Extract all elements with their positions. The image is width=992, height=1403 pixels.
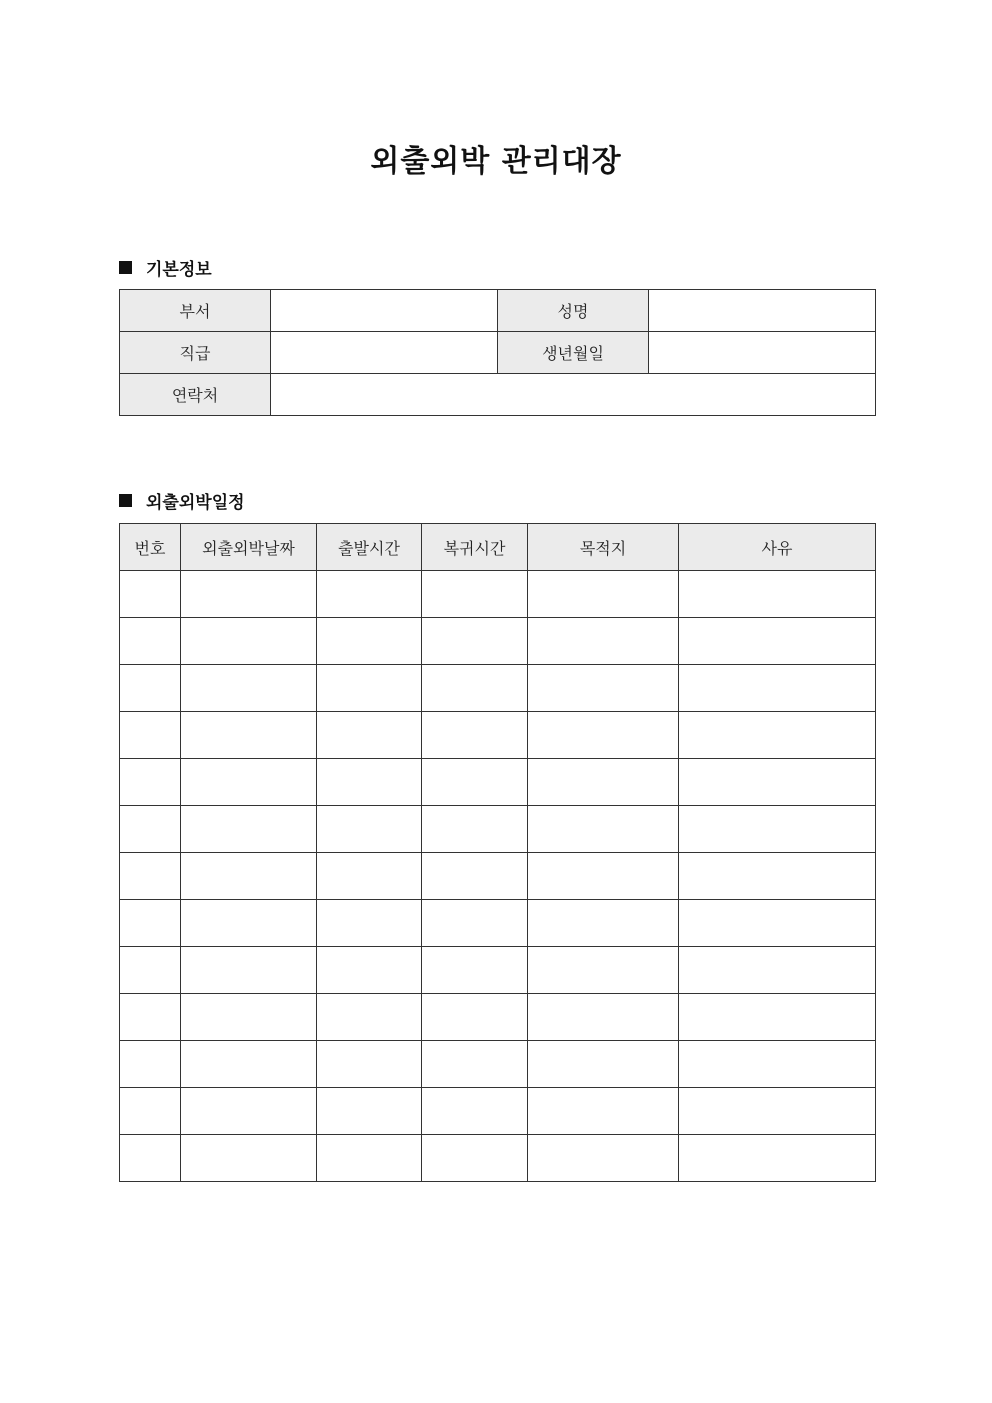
reason-cell[interactable]: [679, 994, 876, 1041]
column-header-number: 번호: [120, 524, 181, 571]
departure-time-cell[interactable]: [317, 618, 422, 665]
return-time-cell[interactable]: [422, 947, 528, 994]
table-row: [120, 712, 876, 759]
reason-cell[interactable]: [679, 1135, 876, 1182]
departure-time-cell[interactable]: [317, 1135, 422, 1182]
table-row: [120, 1088, 876, 1135]
department-field[interactable]: [271, 290, 498, 332]
return-time-cell[interactable]: [422, 1041, 528, 1088]
reason-cell[interactable]: [679, 665, 876, 712]
return-time-cell[interactable]: [422, 618, 528, 665]
destination-cell[interactable]: [528, 900, 679, 947]
section-heading-schedule: [119, 488, 245, 513]
return-time-cell[interactable]: [422, 571, 528, 618]
departure-time-cell[interactable]: [317, 900, 422, 947]
return-time-cell[interactable]: [422, 994, 528, 1041]
number-cell[interactable]: [120, 1088, 181, 1135]
table-row: [120, 332, 876, 374]
table-header-row: [120, 524, 876, 571]
reason-cell[interactable]: [679, 853, 876, 900]
departure-time-cell[interactable]: [317, 571, 422, 618]
return-time-cell[interactable]: [422, 853, 528, 900]
return-time-cell[interactable]: [422, 712, 528, 759]
table-row: [120, 374, 876, 416]
birthdate-field[interactable]: [649, 332, 876, 374]
departure-time-cell[interactable]: [317, 1088, 422, 1135]
reason-cell[interactable]: [679, 571, 876, 618]
destination-cell[interactable]: [528, 994, 679, 1041]
table-row: [120, 665, 876, 712]
schedule-table: [119, 523, 876, 1182]
number-cell[interactable]: [120, 1135, 181, 1182]
date-cell[interactable]: [181, 1135, 317, 1182]
contact-field[interactable]: [271, 374, 876, 416]
reason-cell[interactable]: [679, 712, 876, 759]
reason-cell[interactable]: [679, 1041, 876, 1088]
column-header-return-time: 복귀시간: [422, 524, 528, 571]
departure-time-cell[interactable]: [317, 1041, 422, 1088]
destination-cell[interactable]: [528, 806, 679, 853]
date-cell[interactable]: [181, 712, 317, 759]
number-cell[interactable]: [120, 994, 181, 1041]
date-cell[interactable]: [181, 665, 317, 712]
column-header-departure-time: 출발시간: [317, 524, 422, 571]
departure-time-cell[interactable]: [317, 947, 422, 994]
name-field[interactable]: [649, 290, 876, 332]
position-label: 직급: [120, 332, 271, 374]
departure-time-cell[interactable]: [317, 759, 422, 806]
departure-time-cell[interactable]: [317, 853, 422, 900]
table-row: [120, 806, 876, 853]
number-cell[interactable]: [120, 1041, 181, 1088]
destination-cell[interactable]: [528, 947, 679, 994]
date-cell[interactable]: [181, 947, 317, 994]
return-time-cell[interactable]: [422, 1135, 528, 1182]
destination-cell[interactable]: [528, 1088, 679, 1135]
square-bullet-icon: [119, 261, 132, 274]
table-row: [120, 900, 876, 947]
departure-time-cell[interactable]: [317, 806, 422, 853]
date-cell[interactable]: [181, 1088, 317, 1135]
number-cell[interactable]: [120, 806, 181, 853]
destination-cell[interactable]: [528, 1041, 679, 1088]
date-cell[interactable]: [181, 571, 317, 618]
table-row: [120, 759, 876, 806]
destination-cell[interactable]: [528, 665, 679, 712]
position-field[interactable]: [271, 332, 498, 374]
square-bullet-icon: [119, 494, 132, 507]
department-label: 부서: [120, 290, 271, 332]
table-row: [120, 1041, 876, 1088]
name-label: 성명: [498, 290, 649, 332]
column-header-destination: 목적지: [528, 524, 679, 571]
return-time-cell[interactable]: [422, 900, 528, 947]
basic-info-table: [119, 289, 876, 416]
departure-time-cell[interactable]: [317, 994, 422, 1041]
table-row: [120, 853, 876, 900]
page-title: 외출외박 관리대장: [370, 144, 622, 179]
destination-cell[interactable]: [528, 759, 679, 806]
table-row: [120, 947, 876, 994]
column-header-reason: 사유: [679, 524, 876, 571]
reason-cell[interactable]: [679, 1088, 876, 1135]
date-cell[interactable]: [181, 806, 317, 853]
destination-cell[interactable]: [528, 712, 679, 759]
section-heading-basic-info: [119, 255, 212, 280]
table-row: [120, 994, 876, 1041]
return-time-cell[interactable]: [422, 1088, 528, 1135]
date-cell[interactable]: [181, 994, 317, 1041]
number-cell[interactable]: [120, 571, 181, 618]
departure-time-cell[interactable]: [317, 712, 422, 759]
destination-cell[interactable]: [528, 853, 679, 900]
table-row: [120, 571, 876, 618]
table-row: [120, 1135, 876, 1182]
number-cell[interactable]: [120, 853, 181, 900]
table-row: [120, 618, 876, 665]
date-cell[interactable]: [181, 1041, 317, 1088]
contact-label: 연락처: [120, 374, 271, 416]
section-heading-label: 외출외박일정: [146, 493, 245, 513]
destination-cell[interactable]: [528, 618, 679, 665]
table-row: [120, 290, 876, 332]
number-cell[interactable]: [120, 665, 181, 712]
return-time-cell[interactable]: [422, 665, 528, 712]
reason-cell[interactable]: [679, 759, 876, 806]
date-cell[interactable]: [181, 900, 317, 947]
date-cell[interactable]: [181, 618, 317, 665]
birthdate-label: 생년월일: [498, 332, 649, 374]
destination-cell[interactable]: [528, 1135, 679, 1182]
section-heading-label: 기본정보: [146, 260, 212, 280]
date-cell[interactable]: [181, 759, 317, 806]
reason-cell[interactable]: [679, 618, 876, 665]
reason-cell[interactable]: [679, 806, 876, 853]
return-time-cell[interactable]: [422, 759, 528, 806]
departure-time-cell[interactable]: [317, 665, 422, 712]
number-cell[interactable]: [120, 900, 181, 947]
number-cell[interactable]: [120, 712, 181, 759]
number-cell[interactable]: [120, 618, 181, 665]
column-header-date: 외출외박날짜: [181, 524, 317, 571]
reason-cell[interactable]: [679, 900, 876, 947]
return-time-cell[interactable]: [422, 806, 528, 853]
date-cell[interactable]: [181, 853, 317, 900]
number-cell[interactable]: [120, 759, 181, 806]
destination-cell[interactable]: [528, 571, 679, 618]
number-cell[interactable]: [120, 947, 181, 994]
reason-cell[interactable]: [679, 947, 876, 994]
